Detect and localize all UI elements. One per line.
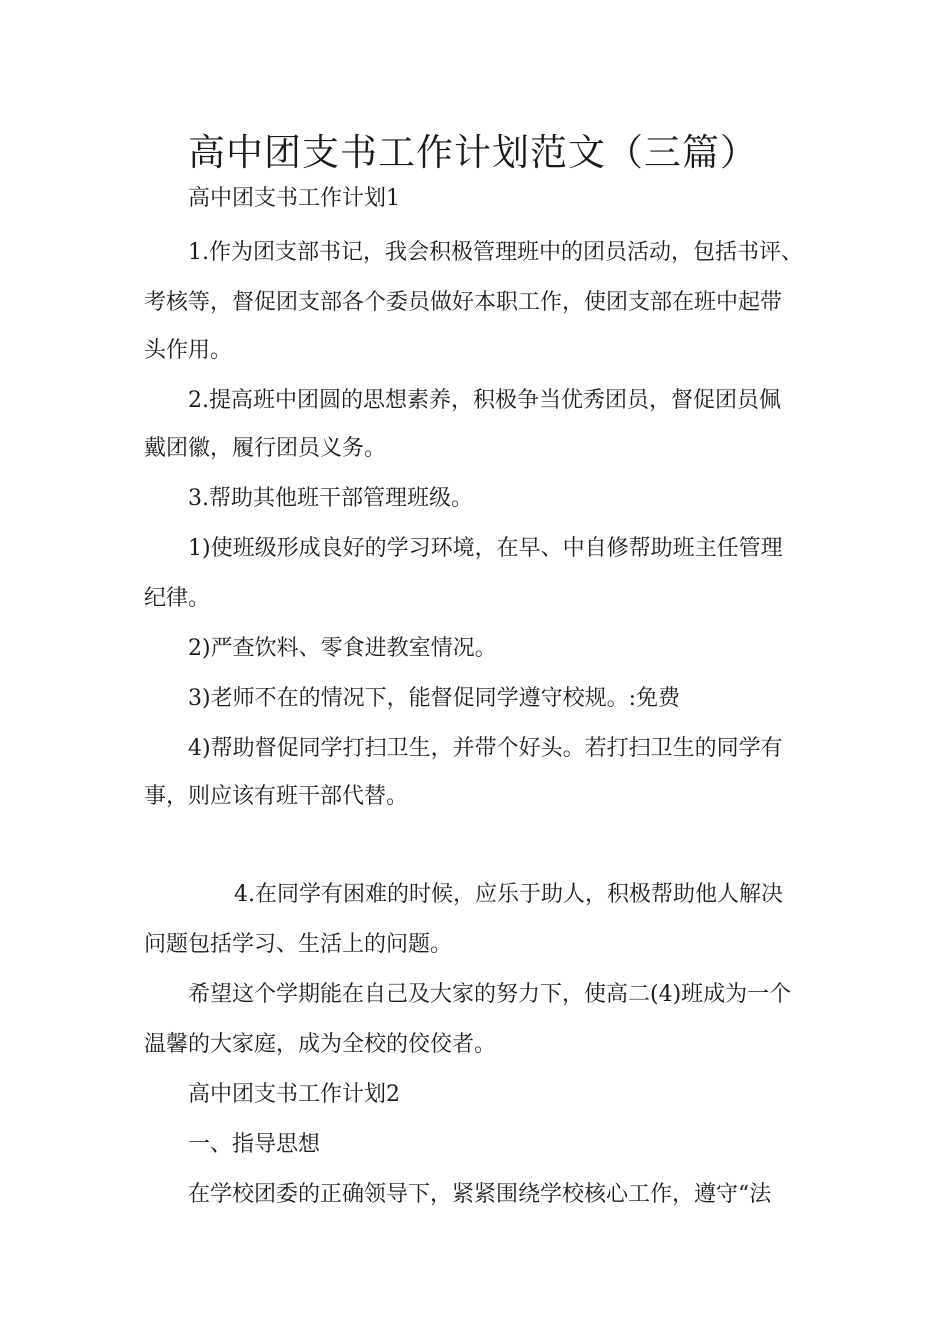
paragraph-line: 温馨的大家庭，成为全校的佼佼者。: [144, 1032, 497, 1057]
paragraph-line: 问题包括学习、生活上的问题。: [144, 932, 453, 957]
paragraph-line: 考核等，督促团支部各个委员做好本职工作，使团支部在班中起带: [144, 290, 783, 315]
subsection-heading: 一、指导思想: [188, 1132, 321, 1157]
paragraph-line: 头作用。: [144, 338, 233, 363]
section-heading: 高中团支书工作计划1: [188, 186, 400, 211]
paragraph-line: 2.提高班中团圆的思想素养，积极争当优秀团员，督促团员佩: [188, 388, 781, 413]
paragraph-line: 戴团徽，履行团员义务。: [144, 436, 387, 461]
paragraph-line: 事，则应该有班干部代替。: [144, 784, 409, 809]
paragraph-line: 4.在同学有困难的时候，应乐于助人，积极帮助他人解决: [234, 882, 783, 907]
paragraph-line: 1)使班级形成良好的学习环境，在早、中自修帮助班主任管理: [188, 536, 783, 561]
paragraph-line: 2)严查饮料、零食进教室情况。: [188, 636, 497, 661]
paragraph-line: 4)帮助督促同学打扫卫生，并带个好头。若打扫卫生的同学有: [188, 736, 783, 761]
paragraph-line: 3.帮助其他班干部管理班级。: [188, 486, 473, 511]
document-title: 高中团支书工作计划范文（三篇）: [188, 131, 758, 174]
paragraph-line: 1.作为团支部书记，我会积极管理班中的团员活动，包括书评、: [188, 240, 803, 265]
section-heading: 高中团支书工作计划2: [188, 1082, 400, 1107]
paragraph-line: 希望这个学期能在自己及大家的努力下，使高二(4)班成为一个: [188, 982, 792, 1007]
paragraph-line: 在学校团委的正确领导下，紧紧围绕学校核心工作，遵守“法: [188, 1182, 772, 1207]
paragraph-line: 3)老师不在的情况下，能督促同学遵守校规。:免费: [188, 686, 680, 711]
paragraph-line: 纪律。: [144, 586, 211, 611]
